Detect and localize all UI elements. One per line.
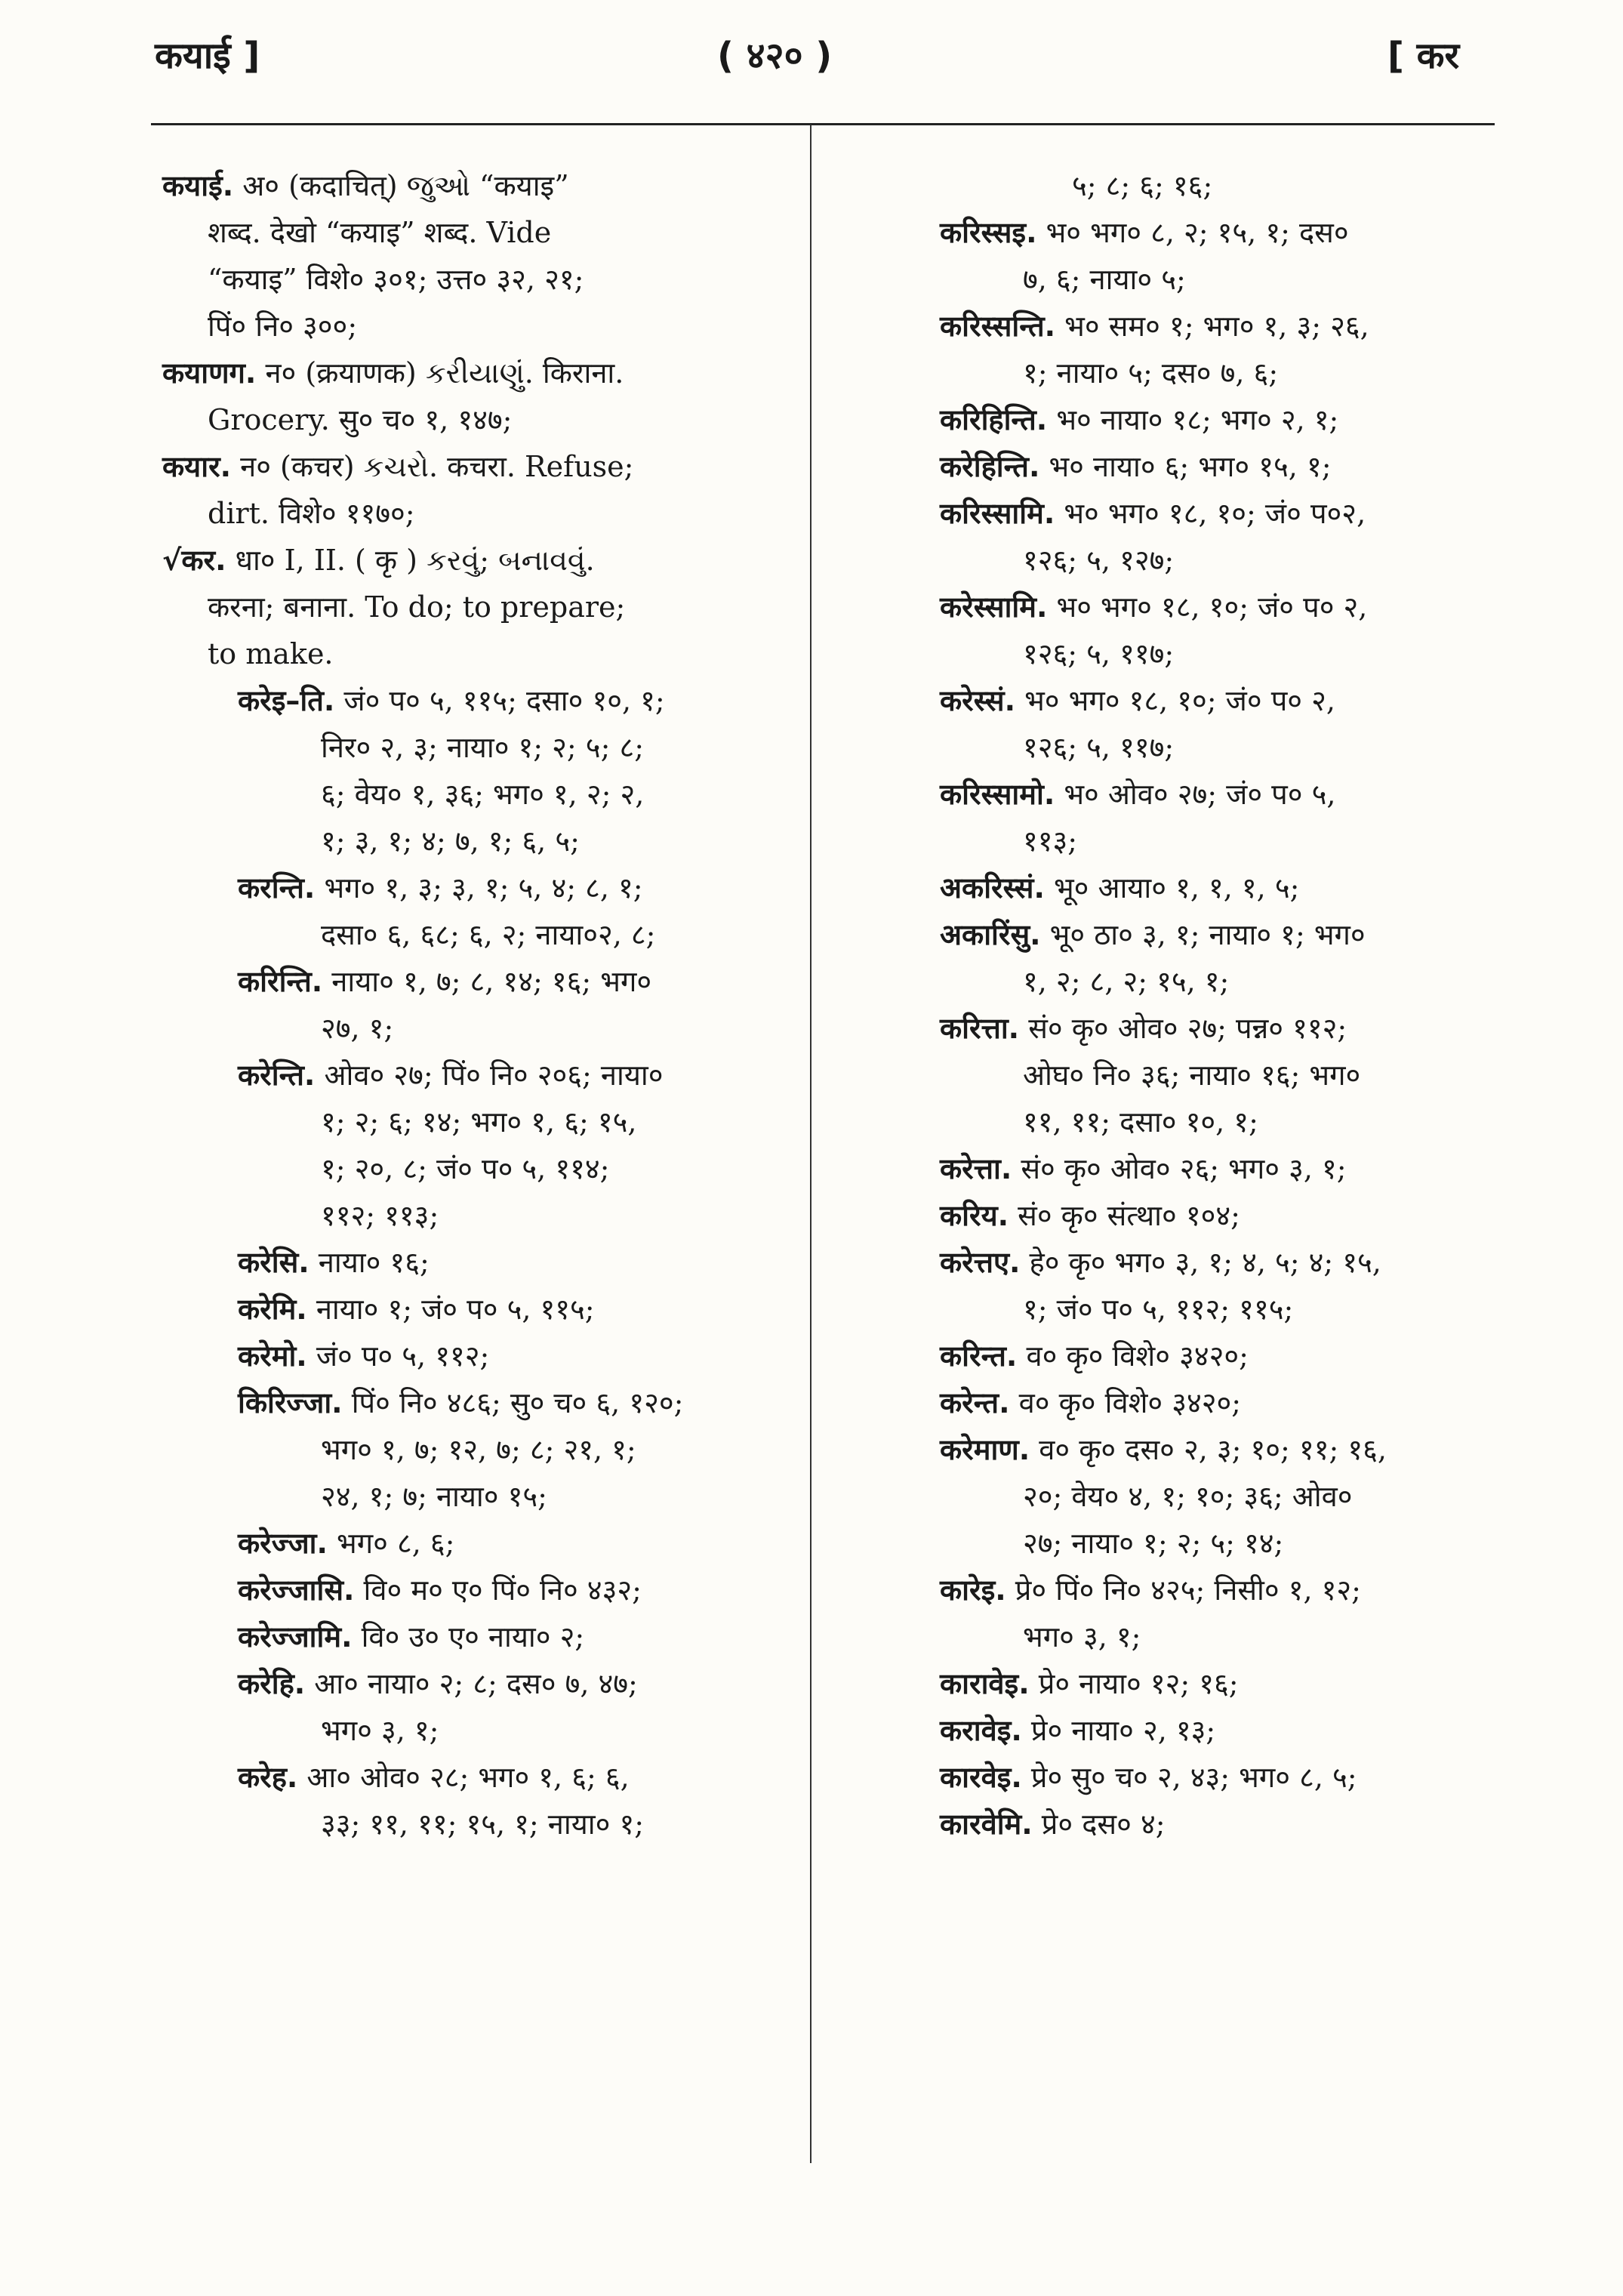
page-number: ( ४२० ): [717, 35, 833, 77]
entry-continuation: १; नाया० ५; दस० ७, ६;: [1023, 356, 1279, 390]
entry-headline: करावेइ. प्रे० नाया० २, १३;: [940, 1714, 1216, 1747]
headword: करिस्सामो.: [940, 778, 1055, 811]
dictionary-entry: [864, 1801, 1487, 1848]
headword: करिन्ति.: [238, 965, 323, 998]
dictionary-entry: [864, 911, 1487, 1005]
entry-headline: करेस्सामि. भ० भग० १८, १०; जं० प० २,: [940, 590, 1368, 624]
entry-headline: कारवेमि. प्रे० दस० ४;: [940, 1808, 1166, 1841]
entry-headline: करिय. सं० कृ० संत्था० १०४;: [940, 1199, 1240, 1232]
entry-headline: कयाई. अ० (कदाचित्) જુઓ “कयाइ”: [162, 169, 569, 202]
headword: करेमो.: [238, 1339, 307, 1373]
entry-continuation: १२६; ५, ११७;: [1023, 637, 1175, 670]
dictionary-entry: [864, 490, 1487, 584]
entry-continuation: २०; वेय० ४, १; १०; ३६; ओव०: [1023, 1480, 1353, 1513]
dictionary-entry: [864, 1239, 1487, 1333]
dictionary-entry: [864, 1660, 1487, 1707]
headword: करित्ता.: [940, 1012, 1020, 1045]
dictionary-entry: [162, 677, 793, 864]
dictionary-entry: [864, 1333, 1487, 1379]
entry-headline: करेसि. नाया० १६;: [238, 1246, 430, 1279]
headword: कयाई.: [162, 169, 234, 202]
entry-headline: करिन्त. व० कृ० विशे० ३४२०;: [940, 1339, 1249, 1373]
entry-headline: करित्ता. सं० कृ० ओव० २७; पन्न० ११२;: [940, 1012, 1347, 1045]
right-column: [864, 162, 1487, 1848]
entry-continuation: शब्द. देखो “कयाइ” शब्द. Vide: [208, 216, 552, 249]
headword: करिय.: [940, 1199, 1009, 1232]
headword: करिस्सन्ति.: [940, 310, 1056, 343]
column-divider: [810, 125, 812, 2163]
dictionary-entry: [162, 350, 793, 443]
dictionary-entry: [162, 162, 793, 350]
dictionary-entry: [864, 443, 1487, 490]
dictionary-entry: [162, 1520, 793, 1567]
entry-headline: करेमो. जं० प० ५, ११२;: [238, 1339, 490, 1373]
dictionary-entry: [864, 584, 1487, 677]
dictionary-entry: [162, 1379, 793, 1520]
headword: करेस्सामि.: [940, 590, 1048, 624]
left-column: [162, 162, 793, 1848]
entry-headline: √कर. धा० I, II. ( कृ ) કરવું; બનાવવું.: [162, 544, 595, 577]
headword: करेस्सं.: [940, 684, 1016, 717]
dictionary-entry: [864, 1426, 1487, 1567]
entry-headline: करेमि. नाया० १; जं० प० ५, ११५;: [238, 1293, 595, 1326]
entry-headline: करिस्सन्ति. भ० सम० १; भग० १, ३; २६,: [940, 310, 1369, 343]
dictionary-entry: [864, 1567, 1487, 1660]
entry-headline: कारेइ. प्रे० पिं० नि० ४२५; निसी० १, १२;: [940, 1573, 1361, 1607]
entry-continuation: १; जं० प० ५, ११२; ११५;: [1023, 1293, 1294, 1326]
page-header: [0, 30, 1623, 106]
entry-headline: करेस्सं. भ० भग० १८, १०; जं० प० २,: [940, 684, 1335, 717]
entry-continuation: ७, ६; नाया० ५;: [1023, 263, 1186, 296]
entry-continuation: १; २०, ८; जं० प० ५, ११४;: [321, 1152, 610, 1185]
entry-headline: करिस्सइ. भ० भग० ८, २; १५, १; दस०: [940, 216, 1349, 249]
dictionary-entry: [864, 677, 1487, 771]
entry-headline: करेज्जासि. वि० म० ए० पिं० नि० ४३२;: [238, 1573, 642, 1607]
entry-headline: करिस्सामि. भ० भग० १८, १०; जं० प०२,: [940, 497, 1366, 530]
entry-headline: करेह. आ० ओव० २८; भग० १, ६; ६,: [238, 1761, 630, 1794]
dictionary-entry: [864, 303, 1487, 396]
entry-continuation: १; ३, १; ४; ७, १; ६, ५;: [321, 824, 580, 858]
entry-headline: अकरिस्सं. भू० आया० १, १, १, ५;: [940, 871, 1300, 905]
entry-continuation: १२६; ५, १२७;: [1023, 544, 1175, 577]
entry-headline: करिहिन्ति. भ० नाया० १८; भग० २, १;: [940, 403, 1339, 436]
entry-headline: करेहि. आ० नाया० २; ८; दस० ७, ४७;: [238, 1667, 638, 1700]
entry-continuation: १; २; ६; १४; भग० १, ६; १५,: [321, 1105, 637, 1139]
dictionary-entry: [864, 1707, 1487, 1754]
dictionary-entry: [162, 1239, 793, 1286]
headword: करेमाण.: [940, 1433, 1030, 1466]
entry-continuation: भग० ३, १;: [321, 1714, 439, 1747]
entry-continuation: १, २; ८, २; १५, १;: [1023, 965, 1230, 998]
entry-continuation: ११२; ११३;: [321, 1199, 439, 1232]
entry-headline: करेत्तए. हे० कृ० भग० ३, १; ४, ५; ४; १५,: [940, 1246, 1381, 1279]
entry-continuation: निर० २, ३; नाया० १; २; ५; ८;: [321, 731, 645, 764]
entry-continuation: भग० ३, १;: [1023, 1620, 1141, 1653]
entry-headline: करेन्ति. ओव० २७; पिं० नि० २०६; नाया०: [238, 1059, 664, 1092]
headword: करेइ–ति.: [238, 684, 335, 717]
header-left-guideword: कयाई ]: [155, 35, 260, 77]
dictionary-entry: [864, 1379, 1487, 1426]
entry-headline: करेत्ता. सं० कृ० ओव० २६; भग० ३, १;: [940, 1152, 1347, 1185]
entry-headline: करेज्जा. भग० ८, ६;: [238, 1527, 455, 1560]
entry-headline: करेन्त. व० कृ० विशे० ३४२०;: [940, 1386, 1242, 1419]
headword: करन्ति.: [238, 871, 316, 905]
entry-continuation: करना; बनाना. To do; to prepare;: [208, 590, 626, 624]
dictionary-entry: [864, 771, 1487, 864]
headword: अकरिस्सं.: [940, 871, 1045, 905]
headword: करेन्ति.: [238, 1059, 316, 1092]
dictionary-entry: [162, 443, 793, 537]
header-right-guideword: [ कर: [1387, 35, 1460, 77]
entry-continuation: २४, १; ७; नाया० १५;: [321, 1480, 547, 1513]
headword: √कर.: [162, 544, 226, 577]
headword: करेहि.: [238, 1667, 306, 1700]
entry-headline: करेमाण. व० कृ० दस० २, ३; १०; ११; १६,: [940, 1433, 1387, 1466]
dictionary-entry: [162, 1613, 793, 1660]
dictionary-entry: [162, 1660, 793, 1754]
entry-continuation: १२६; ५, ११७;: [1023, 731, 1175, 764]
entry-continuation: ११, ११; दसा० १०, १;: [1023, 1105, 1258, 1139]
dictionary-entry: [864, 396, 1487, 443]
headword: करेज्जासि.: [238, 1573, 355, 1607]
dictionary-entry: [162, 1052, 793, 1239]
dictionary-entry: [864, 209, 1487, 303]
headword: करेत्ता.: [940, 1152, 1012, 1185]
headword: करिस्सामि.: [940, 497, 1055, 530]
entry-continuation: Grocery. सु० च० १, १४७;: [208, 403, 513, 436]
dictionary-entry: [864, 1754, 1487, 1801]
entry-continuation: “कयाइ” विशे० ३०१; उत्त० ३२, २१;: [208, 263, 584, 296]
headword: करेसि.: [238, 1246, 310, 1279]
headword: कारवेइ.: [940, 1761, 1022, 1794]
headword: करेहिन्ति.: [940, 450, 1040, 483]
headword: करावेइ.: [940, 1714, 1022, 1747]
dictionary-entry: [864, 864, 1487, 911]
entry-headline: कारवेइ. प्रे० सु० च० २, ४३; भग० ८, ५;: [940, 1761, 1357, 1794]
entry-headline: करिन्ति. नाया० १, ७; ८, १४; १६; भग०: [238, 965, 652, 998]
dictionary-entry: [864, 162, 1487, 209]
dictionary-entry: [864, 1005, 1487, 1145]
entry-continuation: ३३; ११, ११; १५, १; नाया० १;: [321, 1808, 645, 1841]
entry-continuation: to make.: [208, 637, 334, 670]
entry-continuation: दसा० ६, ६८; ६, २; नाया०२, ८;: [321, 918, 656, 951]
entry-continuation: ओघ० नि० ३६; नाया० १६; भग०: [1023, 1059, 1361, 1092]
header-rule: [151, 123, 1495, 125]
dictionary-entry: [162, 1286, 793, 1333]
entry-headline: किरिज्जा. पिं० नि० ४८६; सु० च० ६, १२०;: [238, 1386, 684, 1419]
entry-headline: अकारिंसु. भू० ठा० ३, १; नाया० १; भग०: [940, 918, 1366, 951]
headword: कारवेमि.: [940, 1808, 1033, 1841]
headword: करेज्जामि.: [238, 1620, 353, 1653]
dictionary-entry: [162, 958, 793, 1052]
entry-headline: कारावेइ. प्रे० नाया० १२; १६;: [940, 1667, 1239, 1700]
headword: अकारिंसु.: [940, 918, 1041, 951]
entry-continuation: २७, १;: [321, 1012, 394, 1045]
entry-continuation: भग० १, ७; १२, ७; ८; २१, १;: [321, 1433, 636, 1466]
dictionary-entry: [162, 1567, 793, 1613]
entry-continuation: dirt. विशे० ११७०;: [208, 497, 415, 530]
dictionary-entry: [162, 1333, 793, 1379]
dictionary-entry: [864, 1145, 1487, 1192]
headword: करेमि.: [238, 1293, 307, 1326]
entry-headline: कयाणग. न० (क्रयाणक) કરીયાણું. किराना.: [162, 356, 624, 390]
headword: करिहिन्ति.: [940, 403, 1048, 436]
headword: कारावेइ.: [940, 1667, 1030, 1700]
entry-headline: कयार. न० (कचर) કચરો. कचरा. Refuse;: [162, 450, 634, 483]
dictionary-entry: [864, 1192, 1487, 1239]
headword: कारेइ.: [940, 1573, 1006, 1607]
entry-headline: करन्ति. भग० १, ३; ३, १; ५, ४; ८, १;: [238, 871, 643, 905]
headword: करिस्सइ.: [940, 216, 1037, 249]
dictionary-entry: [162, 1754, 793, 1848]
entry-continuation: २७; नाया० १; २; ५; १४;: [1023, 1527, 1284, 1560]
entry-headline: करिस्सामो. भ० ओव० २७; जं० प० ५,: [940, 778, 1336, 811]
headword: करेज्जा.: [238, 1527, 328, 1560]
headword: करेन्त.: [940, 1386, 1010, 1419]
headword: करेत्तए.: [940, 1246, 1021, 1279]
dictionary-entry: [162, 537, 793, 677]
dictionary-entry: [162, 864, 793, 958]
headword: कयार.: [162, 450, 232, 483]
entry-headline: ५; ८; ६; १६;: [1072, 169, 1213, 202]
headword: करिन्त.: [940, 1339, 1018, 1373]
headword: किरिज्जा.: [238, 1386, 343, 1419]
headword: कयाणग.: [162, 356, 257, 390]
headword: करेह.: [238, 1761, 298, 1794]
entry-headline: करेज्जामि. वि० उ० ए० नाया० २;: [238, 1620, 585, 1653]
entry-headline: करेइ–ति. जं० प० ५, ११५; दसा० १०, १;: [238, 684, 665, 717]
entry-continuation: पिं० नि० ३००;: [208, 310, 358, 343]
entry-continuation: ११३;: [1023, 824, 1078, 858]
entry-headline: करेहिन्ति. भ० नाया० ६; भग० १५, १;: [940, 450, 1332, 483]
entry-continuation: ६; वेय० १, ३६; भग० १, २; २,: [321, 778, 645, 811]
